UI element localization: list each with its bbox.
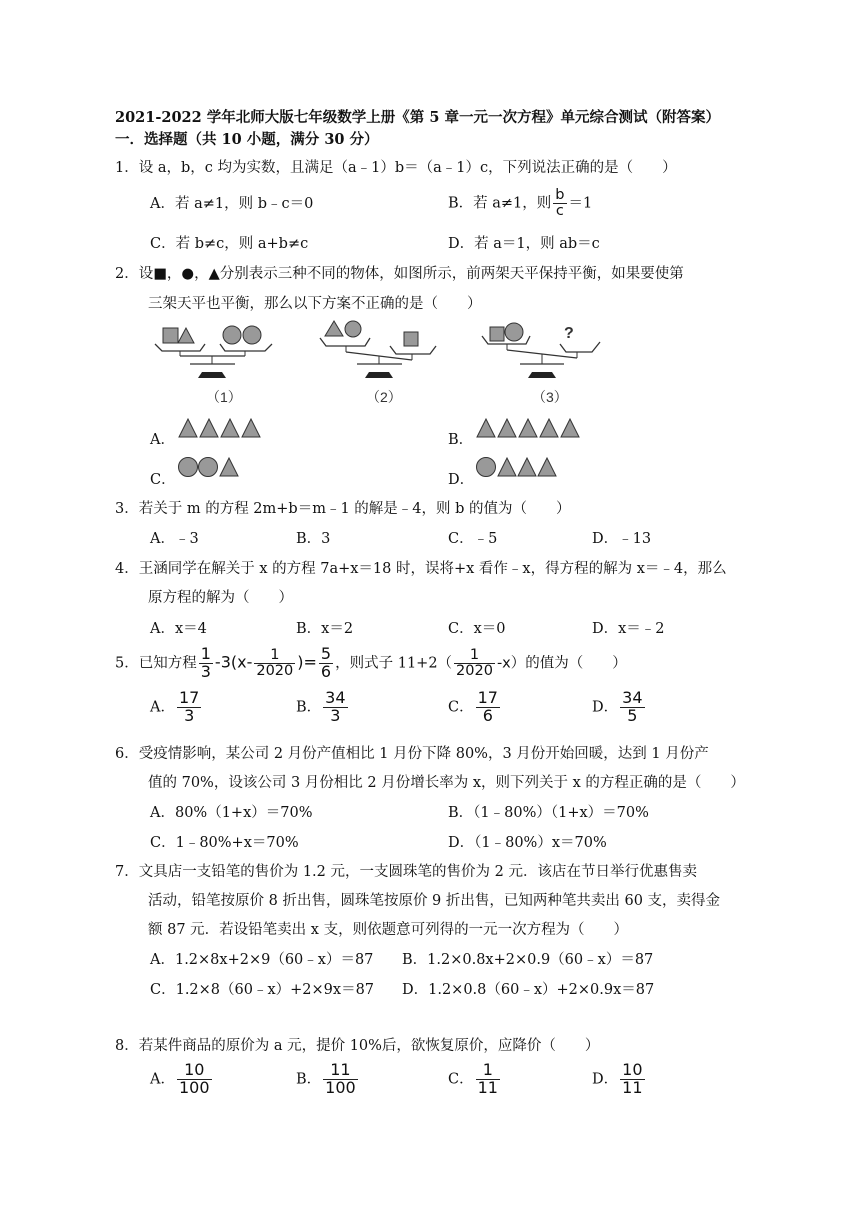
fraction: $\frac{34}{3}$ <box>325 688 346 725</box>
triangle-object <box>325 321 343 336</box>
triangle-object <box>519 419 537 437</box>
option-a-shapes <box>178 418 264 438</box>
question-4-stem-line2: 原方程的解为（ ） <box>148 590 293 606</box>
question-7-stem-line1: 7．文具店一支铅笔的售价为 1.2 元，一支圆珠笔的售价为 2 元．该店在节日举行优惠售卖 <box>115 864 697 880</box>
question-6-stem-line2: 值的 70%，设该公司 3 月份相比 2 月份增长率为 x，则下列关于 x 的方程正确的是（ ） <box>148 775 745 791</box>
scale-base <box>198 372 226 378</box>
triangle-object <box>518 458 536 476</box>
fraction: $\frac{10}{11}$ <box>622 1060 643 1097</box>
fraction: $\frac{5}{6}$ <box>320 644 332 681</box>
scale-label-2: （2） <box>366 389 402 405</box>
balance-scale-2 <box>320 321 436 378</box>
circle-object <box>199 458 218 477</box>
triangle-object <box>498 458 516 476</box>
fraction: $\frac{34}{5}$ <box>622 688 643 725</box>
circle-object <box>505 323 523 341</box>
question-1-option-a: A．若 a≠1，则 b﹣c＝0 <box>150 196 314 212</box>
question-1-option-b <box>448 188 592 219</box>
fraction: $\frac{1}{11}$ <box>477 1060 498 1097</box>
fraction: $\frac{17}{3}$ <box>178 688 200 725</box>
question-2-option-a: A． <box>150 432 175 448</box>
question-4-stem-line1: 4．王涵同学在解关于 x 的方程 7a+x＝18 时，误将+x 看作﹣x，得方程的解为 x＝﹣4，那么 <box>115 561 727 577</box>
question-7-option-a: A．1.2×8x+2×9（60﹣x）＝87 <box>150 952 374 968</box>
q5-prefix: 5．已知方程 <box>115 655 197 672</box>
balance-scales-figure <box>140 316 620 408</box>
fraction: $\frac{11}{100}$ <box>325 1060 356 1097</box>
question-2-option-c: C． <box>150 472 176 488</box>
circle-object <box>345 321 361 337</box>
scale-label-3: （3） <box>532 389 568 405</box>
square-object <box>490 327 504 341</box>
triangle-object <box>477 419 495 437</box>
triangle-object <box>178 328 194 343</box>
q5-expr: -3(x- <box>214 652 253 672</box>
fraction: $\frac{b}{c}$ <box>555 187 565 220</box>
question-7-option-d: D．1.2×0.8（60﹣x）+2×0.9x＝87 <box>402 982 655 998</box>
question-4-option-b: B．x＝2 <box>296 621 354 637</box>
scale-label-1: （1） <box>206 389 242 405</box>
triangle-object <box>540 419 558 437</box>
option-d-shapes <box>476 456 560 478</box>
circle-object <box>179 458 198 477</box>
q5-suffix: ）的值为（ ） <box>510 655 627 672</box>
question-6-option-a: A．80%（1+x）＝70% <box>150 805 313 821</box>
question-6-option-d: D．（1﹣80%）x＝70% <box>448 835 607 851</box>
question-3-stem: 3．若关于 m 的方程 2m+b＝m﹣1 的解是﹣4，则 b 的值为（ ） <box>115 501 571 517</box>
balance-scale-1 <box>155 326 272 378</box>
square-object <box>404 332 418 346</box>
balance-scale-3 <box>482 323 600 378</box>
question-7-option-c: C．1.2×8（60﹣x）+2×9x＝87 <box>150 982 375 998</box>
triangle-object <box>221 419 239 437</box>
option-b-text: B．若 a≠1，则 <box>448 195 552 212</box>
question-8-option-b: B． $\frac{11}{100}$ <box>296 1060 356 1097</box>
question-5-option-d: D． $\frac{34}{5}$ <box>592 688 643 725</box>
q5-expr: )= <box>297 652 317 672</box>
question-3-option-b: B．3 <box>296 531 331 547</box>
question-6-option-b: B．（1﹣80%）（1+x）＝70% <box>448 805 649 821</box>
question-7-stem-line3: 额 87 元．若设铅笔卖出 x 支，则依题意可列得的一元一次方程为（ ） <box>148 922 629 938</box>
question-2-stem-line2: 三架天平也平衡，那么以下方案不正确的是（ ） <box>148 296 482 312</box>
question-6-option-c: C．1﹣80%+x＝70% <box>150 835 299 851</box>
fraction: $\frac{10}{100}$ <box>178 1060 210 1097</box>
scale-base <box>528 372 556 378</box>
question-2-option-d: D． <box>448 472 475 488</box>
q5-expr: ，则式子 11+2（ <box>335 655 453 672</box>
question-7-stem-line2: 活动，铅笔按原价 8 折出售，圆珠笔按原价 9 折出售，已知两种笔共卖出 60 支，卖得金 <box>148 893 721 909</box>
question-8-option-a: A． $\frac{10}{100}$ <box>150 1060 210 1097</box>
question-2-option-b: B． <box>448 432 474 448</box>
triangle-object <box>498 419 516 437</box>
question-4-option-d: D．x＝﹣2 <box>592 621 665 637</box>
fraction: $\frac{1}{2020}$ <box>256 646 294 679</box>
circle-object <box>243 326 261 344</box>
triangle-object <box>561 419 579 437</box>
fraction: $\frac{17}{6}$ <box>477 688 498 725</box>
circle-object <box>223 326 241 344</box>
question-mark: ? <box>564 325 574 342</box>
option-b-tail: ＝1 <box>568 195 593 212</box>
question-3-option-d: D．﹣13 <box>592 531 652 547</box>
scale-base <box>365 372 393 378</box>
fraction: $\frac{1}{2020}$ <box>456 646 493 679</box>
question-5-option-a: A． $\frac{17}{3}$ <box>150 688 200 725</box>
option-c-shapes <box>178 456 242 478</box>
q5-expr: -x <box>496 655 511 672</box>
question-2-stem-line1: 2．设■，●，▲分别表示三种不同的物体，如图所示，前两架天平保持平衡，如果要使第 <box>115 266 684 282</box>
circle-object <box>477 458 496 477</box>
option-b-shapes <box>476 418 582 438</box>
question-8-option-d: D． $\frac{10}{11}$ <box>592 1060 643 1097</box>
question-5-option-b: B． $\frac{34}{3}$ <box>296 688 346 725</box>
question-5-stem <box>115 646 627 681</box>
triangle-object <box>179 419 197 437</box>
question-3-option-c: C．﹣5 <box>448 531 498 547</box>
triangle-object <box>220 458 238 476</box>
question-6-stem-line1: 6．受疫情影响，某公司 2 月份产值相比 1 月份下降 80%，3 月份开始回暖，达到 1 月份产 <box>115 746 709 762</box>
triangle-object <box>242 419 260 437</box>
question-4-option-c: C．x＝0 <box>448 621 506 637</box>
triangle-object <box>200 419 218 437</box>
section-heading: 一．选择题（共 10 小题，满分 30 分） <box>115 131 379 148</box>
question-1-option-d: D．若 a＝1，则 ab＝c <box>448 236 600 252</box>
question-8-stem: 8．若某件商品的原价为 a 元，提价 10%后，欲恢复原价，应降价（ ） <box>115 1038 600 1054</box>
question-3-option-a: A．﹣3 <box>150 531 199 547</box>
question-1-stem: 1．设 a，b，c 均为实数，且满足（a﹣1）b＝（a﹣1）c，下列说法正确的是（ ） <box>115 160 677 176</box>
question-4-option-a: A．x＝4 <box>150 621 207 637</box>
question-7-option-b: B．1.2×0.8x+2×0.9（60﹣x）＝87 <box>402 952 654 968</box>
fraction: $\frac{1}{3}$ <box>200 644 211 681</box>
question-1-option-c: C．若 b≠c，则 a+b≠c <box>150 236 309 252</box>
question-8-option-c: C． $\frac{1}{11}$ <box>448 1060 498 1097</box>
document-title: 2021-2022 学年北师大版七年级数学上册《第 5 章一元一次方程》单元综合测试（附答案） <box>115 109 720 126</box>
triangle-object <box>538 458 556 476</box>
square-object <box>163 328 178 343</box>
question-5-option-c: C． $\frac{17}{6}$ <box>448 688 498 725</box>
